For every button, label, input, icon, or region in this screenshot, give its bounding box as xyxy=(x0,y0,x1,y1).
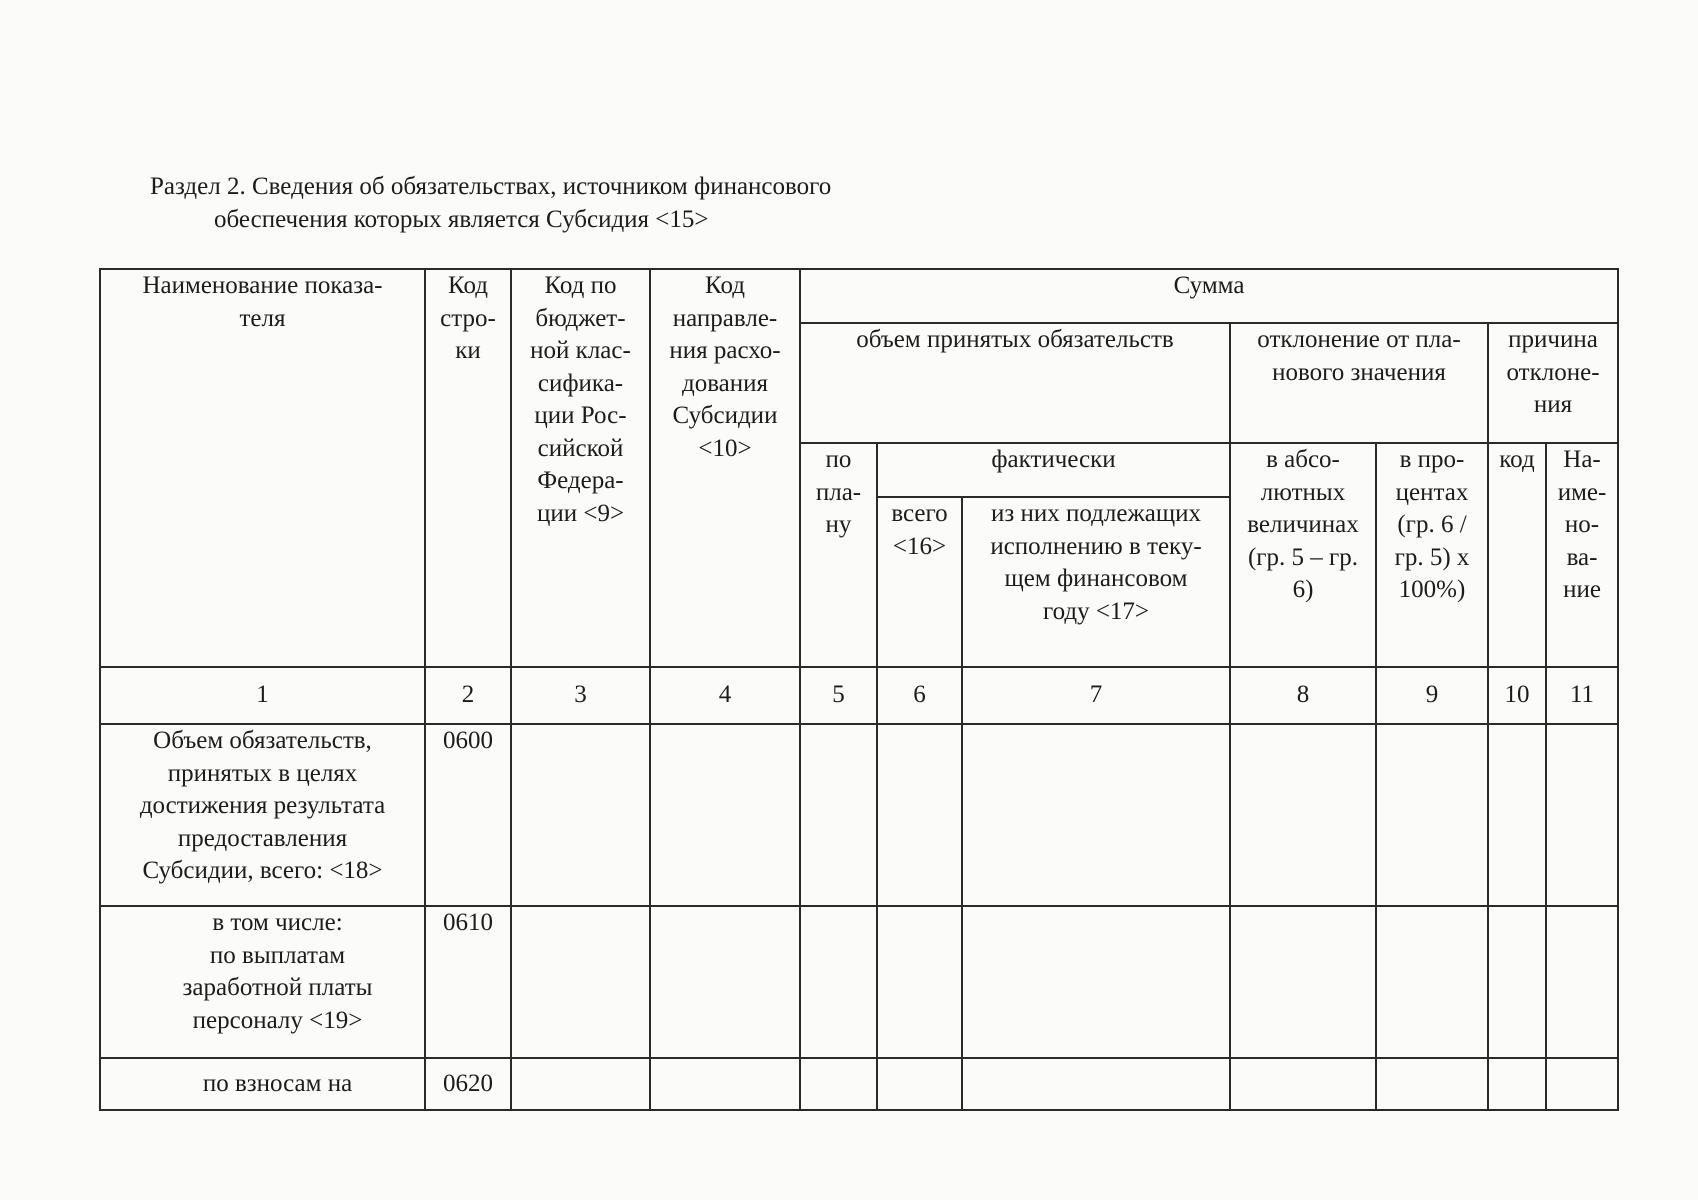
cell-direction-code[interactable] xyxy=(650,906,800,1058)
table-row xyxy=(100,724,1618,906)
cell-percent[interactable] xyxy=(1376,906,1488,1058)
column-number: 4 xyxy=(650,667,800,724)
header-percent: в про- центах (гр. 6 / гр. 5) х 100%) xyxy=(1376,443,1488,667)
header-volume: объем принятых обязательств xyxy=(800,323,1230,443)
header-total: всего <16> xyxy=(877,497,962,667)
section-title-line-2: обеспечения которых является Субсидия <15> xyxy=(214,206,709,233)
cell-reason-name[interactable] xyxy=(1546,1058,1618,1110)
cell-plan[interactable] xyxy=(800,724,877,906)
header-reason: причина отклоне- ния xyxy=(1488,323,1618,443)
cell-abs[interactable] xyxy=(1230,724,1376,906)
section-title-line-1: Раздел 2. Сведения об обязательствах, источником финансового xyxy=(150,173,832,200)
header-name: Наименование показа- теля xyxy=(100,269,425,667)
column-number: 10 xyxy=(1488,667,1546,724)
cell-direction-code[interactable] xyxy=(650,724,800,906)
header-row-code: Код стро- ки xyxy=(425,269,511,667)
cell-reason-name[interactable] xyxy=(1546,724,1618,906)
cell-reason-code[interactable] xyxy=(1488,1058,1546,1110)
header-budget-code: Код по бюджет- ной клас- сифика- ции Рос- сийской Федера- ции <9> xyxy=(511,269,650,667)
header-current-year: из них подлежащих исполнению в теку- щем финансовом году <17> xyxy=(962,497,1230,667)
column-number: 7 xyxy=(962,667,1230,724)
column-number: 8 xyxy=(1230,667,1376,724)
row-name: в том числе: по выплатам заработной платы персоналу <19> xyxy=(100,906,425,1058)
header-plan: по пла- ну xyxy=(800,443,877,667)
cell-total[interactable] xyxy=(877,724,962,906)
column-number-row xyxy=(100,667,1618,724)
cell-total[interactable] xyxy=(877,906,962,1058)
cell-current-year[interactable] xyxy=(962,1058,1230,1110)
cell-reason-code[interactable] xyxy=(1488,724,1546,906)
column-number: 3 xyxy=(511,667,650,724)
cell-total[interactable] xyxy=(877,1058,962,1110)
cell-budget-code[interactable] xyxy=(511,906,650,1058)
cell-budget-code[interactable] xyxy=(511,724,650,906)
header-deviation: отклонение от пла- нового значения xyxy=(1230,323,1488,443)
row-code: 0600 xyxy=(425,724,511,906)
column-number: 2 xyxy=(425,667,511,724)
obligations-table xyxy=(99,268,1619,1111)
header-reason-name: На- име- но- ва- ние xyxy=(1546,443,1618,667)
cell-budget-code[interactable] xyxy=(511,1058,650,1110)
cell-percent[interactable] xyxy=(1376,1058,1488,1110)
row-name: Объем обязательств, принятых в целях достижения результата предоставления Субсидии, всего: <18> xyxy=(100,724,425,906)
column-number: 5 xyxy=(800,667,877,724)
cell-reason-name[interactable] xyxy=(1546,906,1618,1058)
column-number: 1 xyxy=(100,667,425,724)
section-title xyxy=(150,170,831,236)
header-row-1 xyxy=(100,269,1618,323)
row-code: 0620 xyxy=(425,1058,511,1110)
column-number: 9 xyxy=(1376,667,1488,724)
row-name: по взносам на xyxy=(100,1058,425,1110)
row-code: 0610 xyxy=(425,906,511,1058)
cell-reason-code[interactable] xyxy=(1488,906,1546,1058)
cell-current-year[interactable] xyxy=(962,906,1230,1058)
cell-abs[interactable] xyxy=(1230,1058,1376,1110)
cell-plan[interactable] xyxy=(800,1058,877,1110)
cell-current-year[interactable] xyxy=(962,724,1230,906)
header-abs: в абсо- лютных величинах (гр. 5 – гр. 6) xyxy=(1230,443,1376,667)
header-reason-code: код xyxy=(1488,443,1546,667)
table-row xyxy=(100,906,1618,1058)
cell-abs[interactable] xyxy=(1230,906,1376,1058)
column-number: 11 xyxy=(1546,667,1618,724)
cell-plan[interactable] xyxy=(800,906,877,1058)
header-actual: фактически xyxy=(877,443,1230,497)
cell-percent[interactable] xyxy=(1376,724,1488,906)
table-row xyxy=(100,1058,1618,1110)
header-direction-code: Код направле- ния расхо- дования Субсидии <10> xyxy=(650,269,800,667)
header-sum: Сумма xyxy=(800,269,1618,323)
column-number: 6 xyxy=(877,667,962,724)
cell-direction-code[interactable] xyxy=(650,1058,800,1110)
